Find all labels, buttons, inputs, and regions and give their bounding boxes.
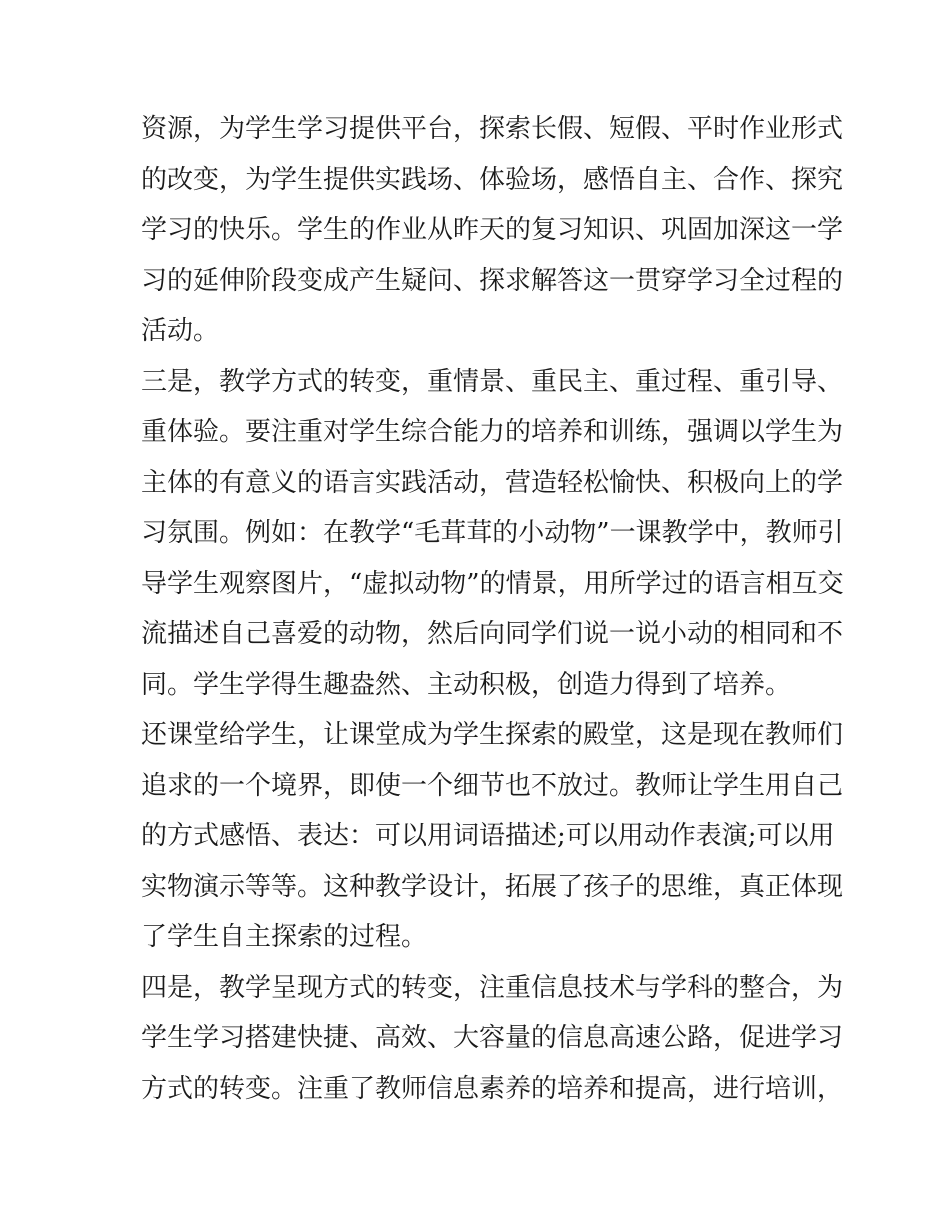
text-line: 方式的转变。注重了教师信息素养的培养和提高，进行培训，	[141, 1073, 844, 1104]
text-line: 追求的一个境界，即使一个细节也不放过。教师让学生用自己	[141, 770, 844, 801]
text-line: 了学生自主探索的过程。	[141, 922, 428, 952]
text-line: 的改变，为学生提供实践场、体验场，感悟自主、合作、探究	[141, 164, 844, 195]
text-line: 重体验。要注重对学生综合能力的培养和训练，强调以学生为	[141, 417, 844, 447]
text-line: 的方式感悟、表达：可以用词语描述;可以用动作表演;可以用	[141, 821, 835, 851]
text-line: 学习的快乐。学生的作业从昨天的复习知识、巩固加深这一学	[141, 215, 844, 245]
text-line: 导学生观察图片，“虚拟动物”的情景，用所学过的语言相互交	[141, 568, 844, 599]
text-line: 习的延伸阶段变成产生疑问、探求解答这一贯穿学习全过程的	[141, 265, 844, 296]
text-line: 同。学生学得生趣盎然、主动积极，创造力得到了培养。	[141, 669, 792, 700]
text-line: 实物演示等等。这种教学设计，拓展了孩子的思维，真正体现	[141, 871, 844, 902]
text-line: 还课堂给学生，让课堂成为学生探索的殿堂，这是现在教师们	[141, 720, 844, 750]
text-line: 主体的有意义的语言实践活动，营造轻松愉快、积极向上的学	[141, 467, 844, 498]
text-line: 活动。	[141, 316, 220, 346]
text-line: 习氛围。例如：在教学“毛茸茸的小动物”一课教学中，教师引	[141, 518, 844, 548]
text-line: 学生学习搭建快捷、高效、大容量的信息高速公路，促进学习	[141, 1023, 844, 1053]
body-text	[141, 104, 844, 1114]
text-line: 流描述自己喜爱的动物，然后向同学们说一说小动的相同和不	[141, 619, 844, 649]
text-line: 三是，教学方式的转变，重情景、重民主、重过程、重引导、	[141, 366, 844, 397]
text-line: 资源，为学生学习提供平台，探索长假、短假、平时作业形式	[141, 114, 844, 144]
text-line: 四是，教学呈现方式的转变，注重信息技术与学科的整合，为	[141, 972, 844, 1003]
